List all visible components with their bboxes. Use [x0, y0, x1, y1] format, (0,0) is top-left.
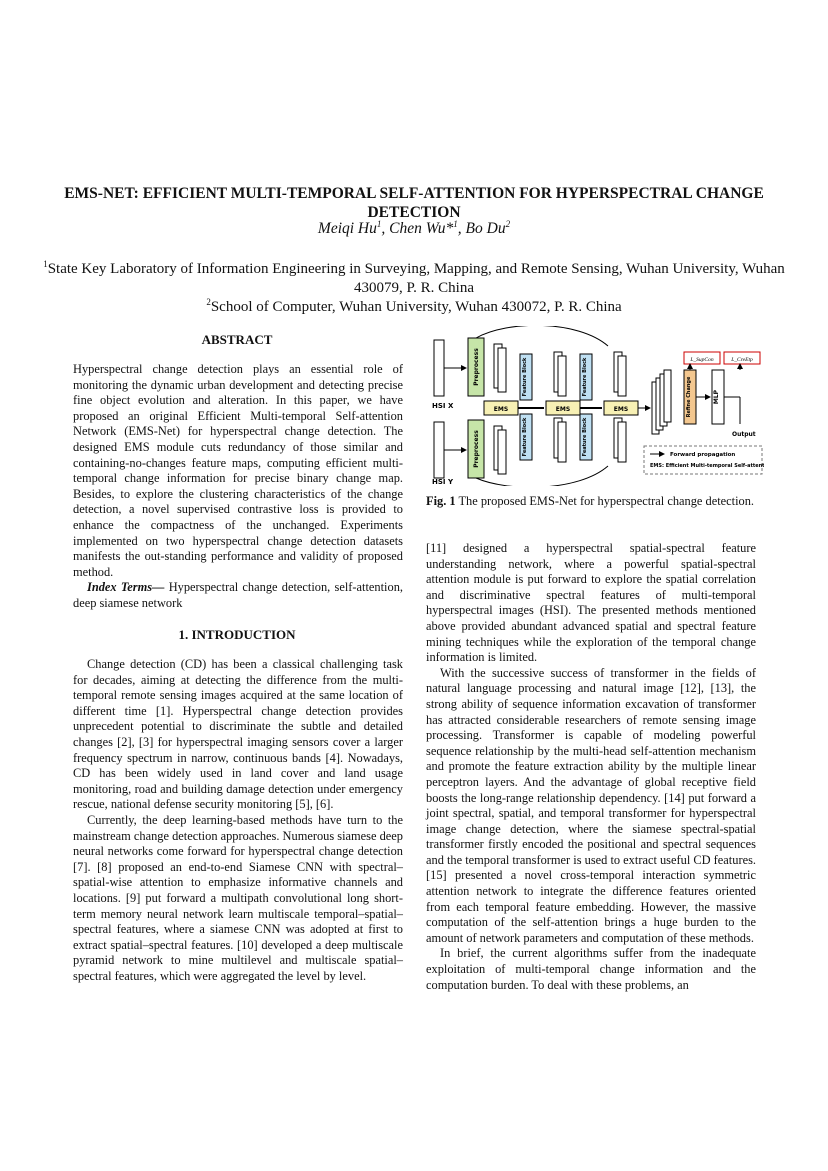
svg-text:EMS: EMS: [555, 406, 571, 413]
preprocess-label-top: Preprocess: [473, 348, 480, 386]
svg-text:Feature Block: Feature Block: [522, 417, 528, 457]
figure-caption: [426, 494, 756, 510]
intro-paragraph-2: Currently, the deep learning-based methods have turn to the mainstream change detection approaches. Numerous siamese deep neural networks come forward for hyperspectral change detection [7]. [8] proposed an end-to-end Siamese CNN with spectral–spatial-wise attention to emphasize informative channels and locations. [9] put forward a multipath convolutional long short-term memory neural network learn multiscale temporal–spatial–spectral features, where a siamese CNN was adopted at first to extract spatial–spectral features. [10] developed a deep multiscale pyramid network to mine multilevel and multiscale spatial–spectral features, which were aggregated the level by level.: [73, 812, 403, 983]
svg-text:EMS: EMS: [493, 406, 509, 413]
abstract-text: Hyperspectral change detection plays an essential role of monitoring the dynamic urban development and detecting precise fine object evolution and alteration. In this paper, we have proposed an original Efficient Multi-temporal Self-attention Network (EMS-Net) for hyperspectral change detection. The designed EMS module cuts redundancy of those similar and containing-no-changes feature maps, computing efficient multi-temporal change information for precise binary change map. Besides, to explore the clustering characteristics of the change detection, a novel supervised contrastive loss is provided to enhance the compactness of the unchanged. Experiments implemented on two hyperspectral change detection datasets manifests the out-standing performance and validity of proposed method.: [73, 362, 403, 579]
legend-ems: EMS: Efficient Multi-temporal Self-attention: [650, 463, 764, 469]
right-paragraph-1: [11] designed a hyperspectral spatial-spectral feature understanding network, where a powerful spatial-spectral attention module is put forward to explore the spatial correlation and discriminative spectral features of multi-temporal hyperspectral images (HSI). The presented methods mentioned above provided abundant advanced spatial and spectral feature mining techniques while the exploration of the temporal change information is limited.: [426, 541, 756, 665]
svg-text:Feature Block: Feature Block: [582, 417, 588, 457]
svg-text:Feature Block: Feature Block: [522, 357, 528, 397]
index-terms: [73, 580, 403, 611]
loss-creetp-label: L_CreEtp: [731, 357, 753, 363]
index-terms-text: Hyperspectral change detection, self-attention, deep siamese network: [73, 580, 403, 610]
refine-change-label: Refine Change: [686, 376, 692, 418]
affiliation-1: $^1$State Key Laboratory of Information Engineering in Surveying, Mapping, and Remote Sensing, Wuhan University, Wuhan 430079, P. R. China: [43, 259, 785, 296]
right-column-text: [426, 541, 756, 993]
intro-left-text: [73, 657, 403, 984]
legend-forward: Forward propagation: [670, 452, 736, 458]
right-paragraph-3: In brief, the current algorithms suffer from the inadequate exploitation of multi-temporal change information and the computation burden. To deal with these problems, an: [426, 946, 756, 992]
affiliation-2: $^2$School of Computer, Wuhan University, Wuhan 430072, P. R. China: [206, 297, 622, 315]
paper-title: EMS-NET: EFFICIENT MULTI-TEMPORAL SELF-ATTENTION FOR HYPERSPECTRAL CHANGE DETECTION: [64, 185, 764, 221]
svg-text:Feature Block: Feature Block: [582, 357, 588, 397]
right-paragraph-2: With the successive success of transformer in the fields of natural language processing and natural image [12], [13], the strong ability of sequence information excavation of transformer has attracted considerable researchers of remote sensing image processing. Transformer is capable of modeling powerful sequence relationship by the multi-head self-attention mechanism and promote the feature extraction ability by the multiple linear perceptron layers. And the advantage of global receptive field boosts the long-range relationship dependency. [14] put forward a joint spectral, spatial, and temporal transformer for hyperspectral image change detection, where the siamese spectral-spatial transformer firstly encoded the positional and spectral sequences and the temporal transformer is used to extract useful CD features. [15] presented a novel cross-temporal interaction symmetric attention network to integrate the difference features oriented from each temporal feature embedding. However, the massive computation of the self-attention brings a huge burden to the amount of network parameters and computation of these methods.: [426, 665, 756, 945]
mlp-label: MLP: [713, 389, 720, 405]
paper-authors: Meiqi Hu$^1$, Chen Wu*$^1$, Bo Du$^2$: [317, 218, 511, 237]
intro-heading: 1. INTRODUCTION: [178, 627, 296, 642]
hsi-x-label: HSI X: [432, 402, 454, 410]
svg-text:EMS: EMS: [613, 406, 629, 413]
index-terms-label: Index Terms—: [87, 580, 165, 594]
abstract-heading: ABSTRACT: [201, 332, 273, 347]
figure-caption-text: The proposed EMS-Net for hyperspectral change detection.: [455, 494, 755, 508]
hsi-y-label: HSI Y: [432, 478, 454, 486]
figure-1: [428, 326, 764, 486]
figure-caption-label: Fig. 1: [426, 494, 456, 508]
preprocess-label-bottom: Preprocess: [473, 430, 480, 468]
figure-legend: [644, 446, 762, 474]
loss-supcon-label: L_SupCon: [690, 357, 714, 363]
hsi-x-cube: [434, 340, 444, 396]
ems-net-diagram: [428, 326, 764, 486]
output-label: Output: [732, 431, 756, 438]
hsi-y-cube: [434, 422, 444, 478]
intro-paragraph-1: Change detection (CD) has been a classical challenging task for decades, aiming at detecting the difference from the multi-temporal remote sensing images acquired at the same location of different time [1]. Hyperspectral change detection provides unprecedent potential to discriminate the subtle and detailed changes [2], [3] for hyperspectral imaging sensors cover a larger frequency spectrum in narrow, continuous bands [4]. Nowadays, CD has been widely used in land cover and land usage monitoring, road and building damage detection under emergency rescue, national defense security monitoring [5], [6].: [73, 657, 403, 812]
